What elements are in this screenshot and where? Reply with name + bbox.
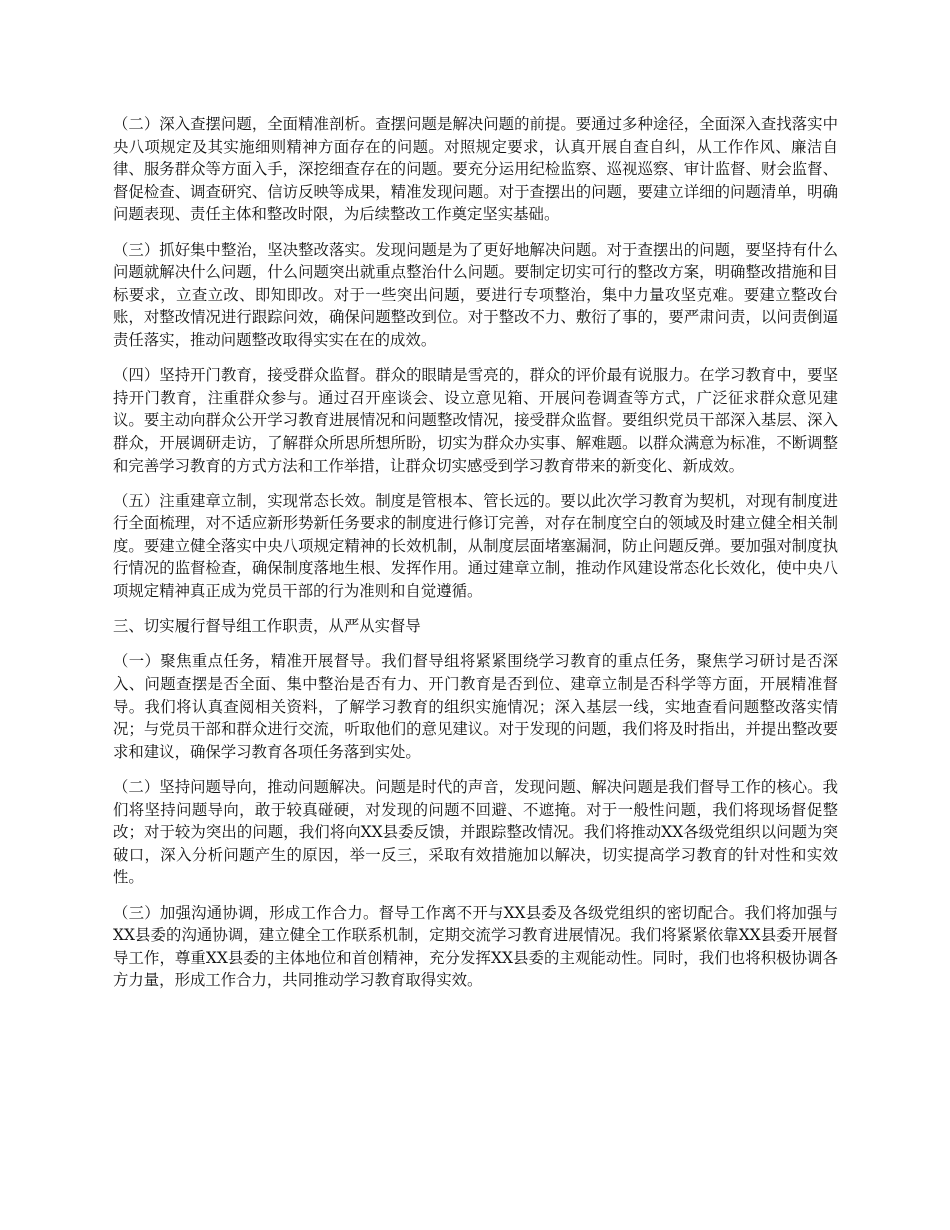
section-paragraph-1: （一）聚焦重点任务，精准开展督导。我们督导组将紧紧围绕学习教育的重点任务，聚焦学习研讨是否深入、问题查摆是否全面、集中整治是否有力、开门教育是否到位、建章立制是否科学等方面，开展精准督导。我们将认真查阅相关资料，了解学习教育的组织实施情况；深入基层一线，实地查看问题整改落实情况；与党员干部和群众进行交流，听取他们的意见建议。对于发现的问题，我们将及时指出，并提出整改要求和建议，确保学习教育各项任务落到实处。 [113,652,838,761]
section-paragraph-3: （三）加强沟通协调，形成工作合力。督导工作离不开与XX县委及各级党组织的密切配合。我们将加强与XX县委的沟通协调，建立健全工作联系机制，定期交流学习教育进展情况。我们将紧紧依靠XX县委开展督导工作，尊重XX县委的主体地位和首创精神，充分发挥XX县委的主观能动性。同时，我们也将积极协调各方力量，形成工作合力，共同推动学习教育取得实效。 [113,903,838,990]
paragraph-5: （五）注重建章立制，实现常态长效。制度是管根本、管长远的。要以此次学习教育为契机，对现有制度进行全面梳理，对不适应新形势新任务要求的制度进行修订完善，对存在制度空白的领域及时建立健全相关制度。要建立健全落实中央八项规定精神的长效机制，从制度层面堵塞漏洞，防止问题反弹。要加强对制度执行情况的监督检查，确保制度落地生根、发挥作用。通过建章立制，推动作风建设常态化长效化，使中央八项规定精神真正成为党员干部的行为准则和自觉遵循。 [113,491,838,601]
paragraph-3: （三）抓好集中整治，坚决整改落实。发现问题是为了更好地解决问题。对于查摆出的问题，要坚持有什么问题就解决什么问题，什么问题突出就重点整治什么问题。要制定切实可行的整改方案，明确整改措施和目标要求，立查立改、即知即改。对于一些突出问题，要进行专项整治，集中力量攻坚克难。要建立整改台账，对整改情况进行跟踪问效，确保问题整改到位。对于整改不力、敷衍了事的，要严肃问责，以问责倒逼责任落实，推动问题整改取得实实在在的成效。 [113,240,838,349]
section-paragraph-2: （二）坚持问题导向，推动问题解决。问题是时代的声音，发现问题、解决问题是我们督导工作的核心。我们将坚持问题导向，敢于较真碰硬，对发现的问题不回避、不遮掩。对于一般性问题，我们将现场督促整改；对于较为突出的问题，我们将向XX县委反馈，并跟踪整改情况。我们将推动XX各级党组织以问题为突破口，深入分析问题产生的原因，举一反三，采取有效措施加以解决，切实提高学习教育的针对性和实效性。 [113,778,838,887]
paragraph-2: （二）深入查摆问题，全面精准剖析。查摆问题是解决问题的前提。要通过多种途径，全面深入查找落实中央八项规定及其实施细则精神方面存在的问题。对照规定要求，认真开展自查自纠，从工作作风、廉洁自律、服务群众等方面入手，深挖细查存在的问题。要充分运用纪检监察、巡视巡察、审计监督、财会监督、督促检查、调查研究、信访反映等成果，精准发现问题。对于查摆出的问题，要建立详细的问题清单，明确问题表现、责任主体和整改时限，为后续整改工作奠定坚实基础。 [113,115,838,224]
paragraph-4: （四）坚持开门教育，接受群众监督。群众的眼睛是雪亮的，群众的评价最有说服力。在学习教育中，要坚持开门教育，注重群众参与。通过召开座谈会、设立意见箱、开展问卷调查等方式，广泛征求群众意见建议。要主动向群众公开学习教育进展情况和问题整改情况，接受群众监督。要组织党员干部深入基层、深入群众，开展调研走访，了解群众所思所想所盼，切实为群众办实事、解难题。以群众满意为标准，不断调整和完善学习教育的方式方法和工作举措，让群众切实感受到学习教育带来的新变化、新成效。 [113,366,838,475]
section-heading-3: 三、切实履行督导组工作职责，从严从实督导 [113,617,421,636]
document-body [113,113,838,1005]
